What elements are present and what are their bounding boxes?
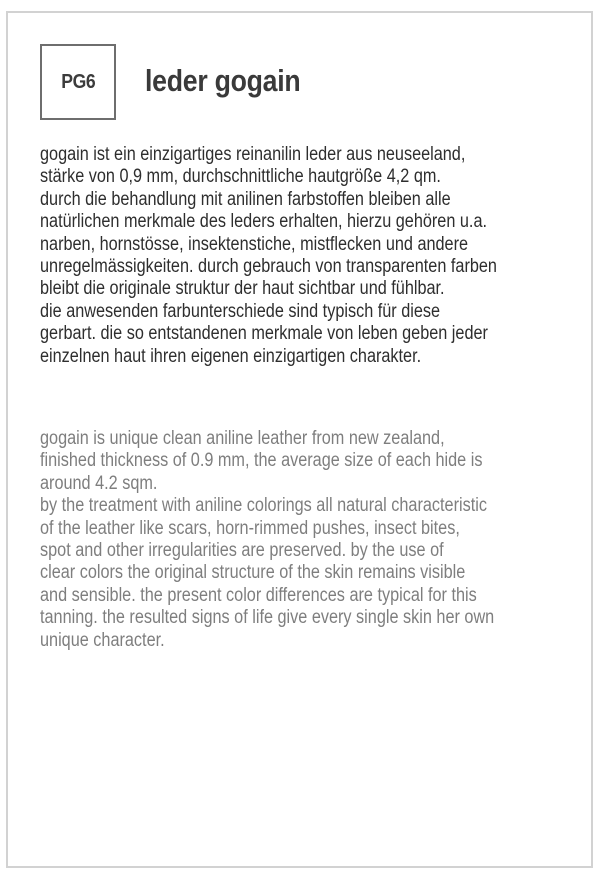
text-line: die anwesenden farbunterschiede sind typisch für diese — [40, 300, 441, 322]
text-line: by the treatment with aniline colorings all natural characteristic — [40, 495, 487, 517]
text-line: natürlichen merkmale des leders erhalten, hierzu gehören u.a. — [40, 211, 487, 233]
text-line: gerbart. die so entstandenen merkmale von leben geben jeder — [40, 323, 488, 345]
text-line: finished thickness of 0.9 mm, the average size of each hide is — [40, 450, 483, 472]
text-line: stärke von 0,9 mm, durchschnittliche hautgröße 4,2 qm. — [40, 166, 441, 188]
text-line: tanning. the resulted signs of life give every single skin her own — [40, 607, 495, 629]
text-line: gogain ist ein einzigartiges reinanilin leder aus neuseeland, — [40, 144, 466, 165]
page-title: leder gogain — [145, 63, 301, 98]
text-line: gogain is unique clean aniline leather from new zealand, — [40, 428, 445, 449]
text-line: around 4.2 sqm. — [40, 472, 158, 494]
text-line: clear colors the original structure of the skin remains visible — [40, 562, 466, 584]
text-line: einzelnen haut ihren eigenen einzigartigen charakter. — [40, 345, 422, 367]
product-group-badge — [40, 44, 116, 120]
badge-label: PG6 — [61, 70, 95, 93]
description-english — [40, 428, 553, 652]
text-line: durch die behandlung mit anilinen farbstoffen bleiben alle — [40, 188, 451, 210]
text-line: unregelmässigkeiten. durch gebrauch von transparenten farben — [40, 256, 497, 278]
text-line: and sensible. the present color differences are typical for this — [40, 584, 477, 606]
text-line: bleibt die originale struktur der haut sichtbar und fühlbar. — [40, 278, 445, 300]
text-line: of the leather like scars, horn-rimmed pushes, insect bites, — [40, 517, 460, 539]
description-german — [40, 144, 553, 368]
text-line: spot and other irregularities are preserved. by the use of — [40, 540, 444, 562]
text-line: narben, hornstösse, insektenstiche, mistflecken und andere — [40, 233, 469, 255]
text-line: unique character. — [40, 629, 165, 651]
